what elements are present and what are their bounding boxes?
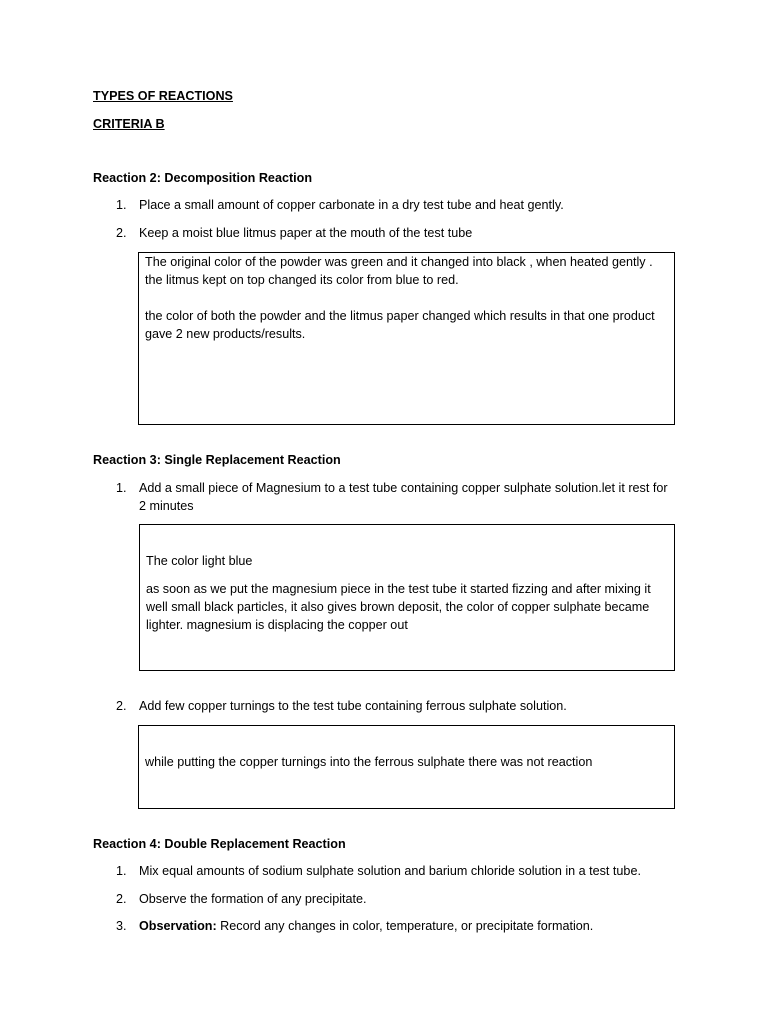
list-number: 1.	[116, 481, 127, 495]
document-subtitle: CRITERIA B	[93, 117, 165, 131]
reaction-2-heading: Reaction 2: Decomposition Reaction	[93, 171, 313, 185]
list-number: 1.	[116, 864, 127, 878]
list-item: Add few copper turnings to the test tube containing ferrous sulphate solution.	[139, 699, 567, 713]
list-number: 2.	[116, 892, 127, 906]
list-number: 1.	[116, 198, 127, 212]
list-number: 3.	[116, 919, 127, 933]
answer-box-reaction-3-step-1[interactable]	[139, 524, 675, 671]
list-item: Add a small piece of Magnesium to a test tube containing copper sulphate solution.let it rest for 2 minutes	[139, 481, 668, 513]
answer-text: as soon as we put the magnesium piece in the test tube it started fizzing and after mixing it well small black particles, it also gives brown deposit, the color of copper sulphate became lighter. magnesium is displacing the copper out	[146, 582, 651, 632]
observation-text: Record any changes in color, temperature, or precipitate formation.	[216, 919, 594, 933]
reaction-3-heading: Reaction 3: Single Replacement Reaction	[93, 453, 341, 467]
answer-box-reaction-2[interactable]	[138, 252, 675, 425]
list-item	[139, 917, 679, 935]
answer-box-reaction-3-step-2[interactable]	[138, 725, 675, 809]
observation-label: Observation:	[139, 919, 217, 933]
answer-text: The original color of the powder was green and it changed into black , when heated gently . the litmus kept on top changed its color from blue to red.	[145, 255, 653, 287]
list-item: Mix equal amounts of sodium sulphate solution and barium chloride solution in a test tube.	[139, 864, 641, 878]
list-item: Place a small amount of copper carbonate in a dry test tube and heat gently.	[139, 198, 564, 212]
list-number: 2.	[116, 699, 127, 713]
answer-text: while putting the copper turnings into the ferrous sulphate there was not reaction	[145, 755, 593, 769]
list-number: 2.	[116, 226, 127, 240]
list-item: Observe the formation of any precipitate.	[139, 892, 367, 906]
reaction-4-heading: Reaction 4: Double Replacement Reaction	[93, 837, 346, 851]
list-item: Keep a moist blue litmus paper at the mouth of the test tube	[139, 226, 473, 240]
document-title: TYPES OF REACTIONS	[93, 89, 233, 103]
answer-text: the color of both the powder and the litmus paper changed which results in that one product gave 2 new products/results.	[145, 309, 655, 341]
answer-text: The color light blue	[146, 554, 253, 568]
